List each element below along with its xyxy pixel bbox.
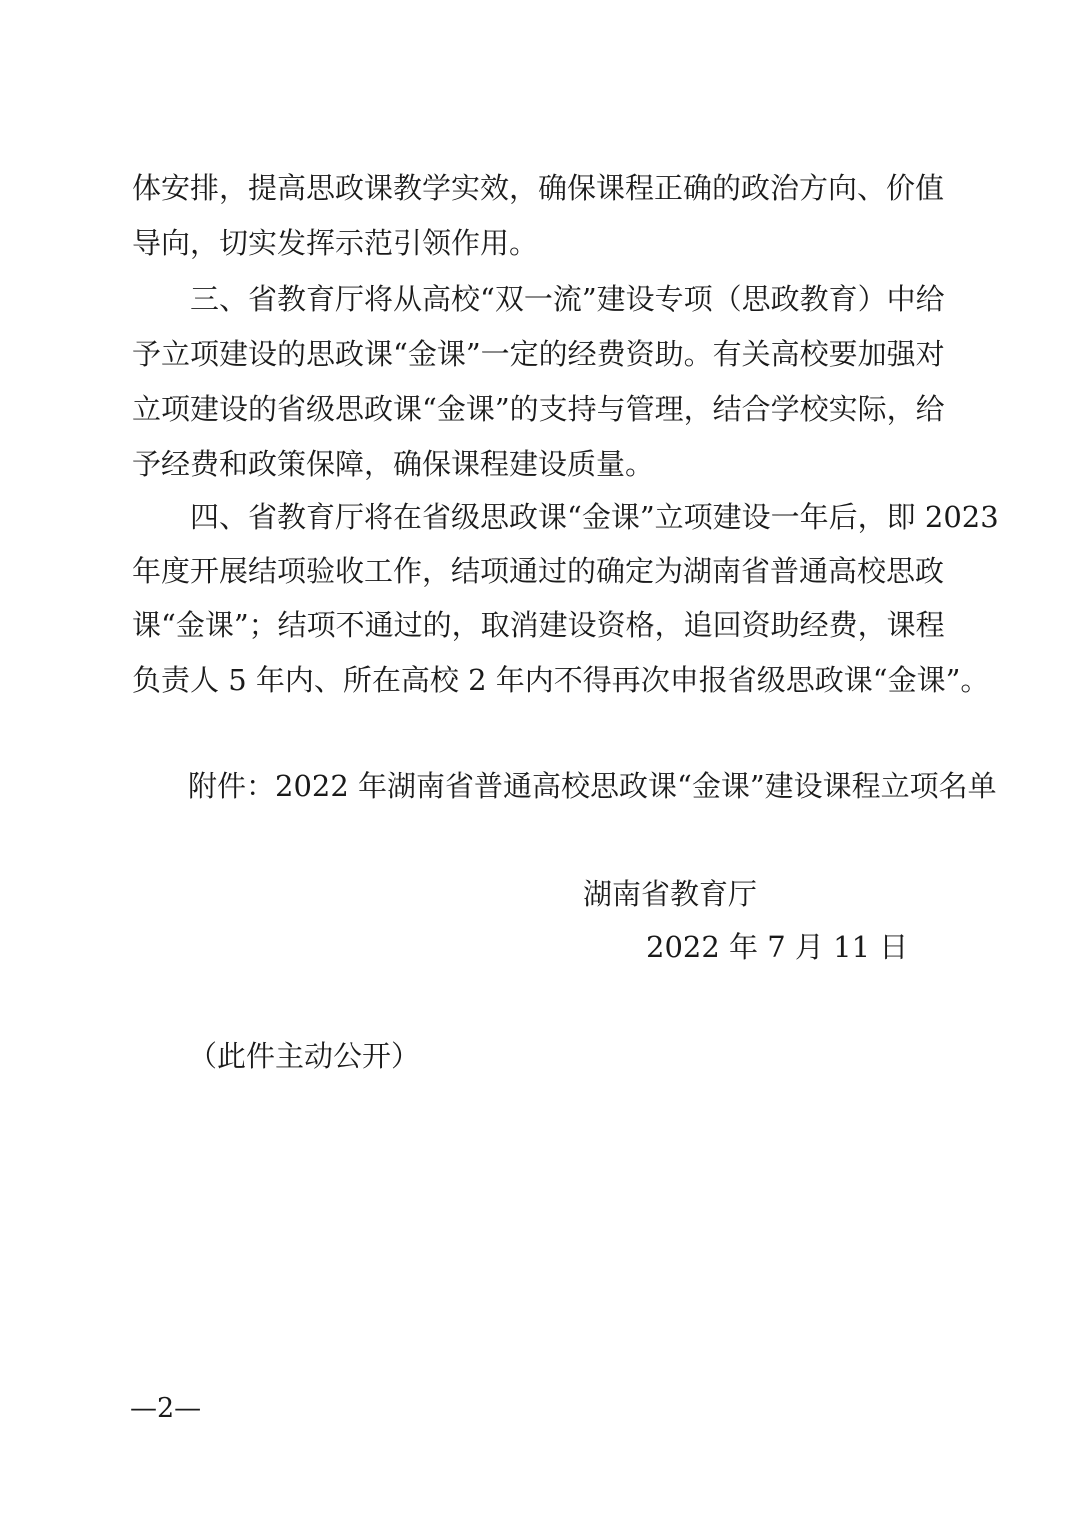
attachment-line: 附件：2022 年湖南省普通高校思政课“金课”建设课程立项名单 — [188, 769, 997, 803]
body-line-4: 予立项建设的思政课“金课”一定的经费资助。有关高校要加强对 — [132, 337, 945, 371]
body-line-5: 立项建设的省级思政课“金课”的支持与管理，结合学校实际，给 — [132, 392, 945, 426]
body-line-3: 三、省教育厅将从高校“双一流”建设专项（思政教育）中给 — [132, 282, 945, 316]
public-note: （此件主动公开） — [188, 1039, 421, 1073]
page-number: —2— — [130, 1393, 202, 1424]
body-line-1: 体安排，提高思政课教学实效，确保课程正确的政治方向、价值 — [132, 171, 945, 205]
body-line-6: 予经费和政策保障，确保课程建设质量。 — [132, 447, 655, 481]
signature-date: 2022 年 7 月 11 日 — [646, 930, 909, 964]
body-line-2: 导向，切实发挥示范引领作用。 — [132, 226, 539, 260]
body-line-8: 年度开展结项验收工作，结项通过的确定为湖南省普通高校思政 — [132, 554, 945, 588]
body-line-7: 四、省教育厅将在省级思政课“金课”立项建设一年后，即 2023 — [132, 500, 999, 534]
body-line-10: 负责人 5 年内、所在高校 2 年内不得再次申报省级思政课“金课”。 — [132, 663, 990, 697]
signature-org: 湖南省教育厅 — [583, 877, 758, 911]
body-line-9: 课“金课”；结项不通过的，取消建设资格，追回资助经费，课程 — [132, 608, 945, 642]
